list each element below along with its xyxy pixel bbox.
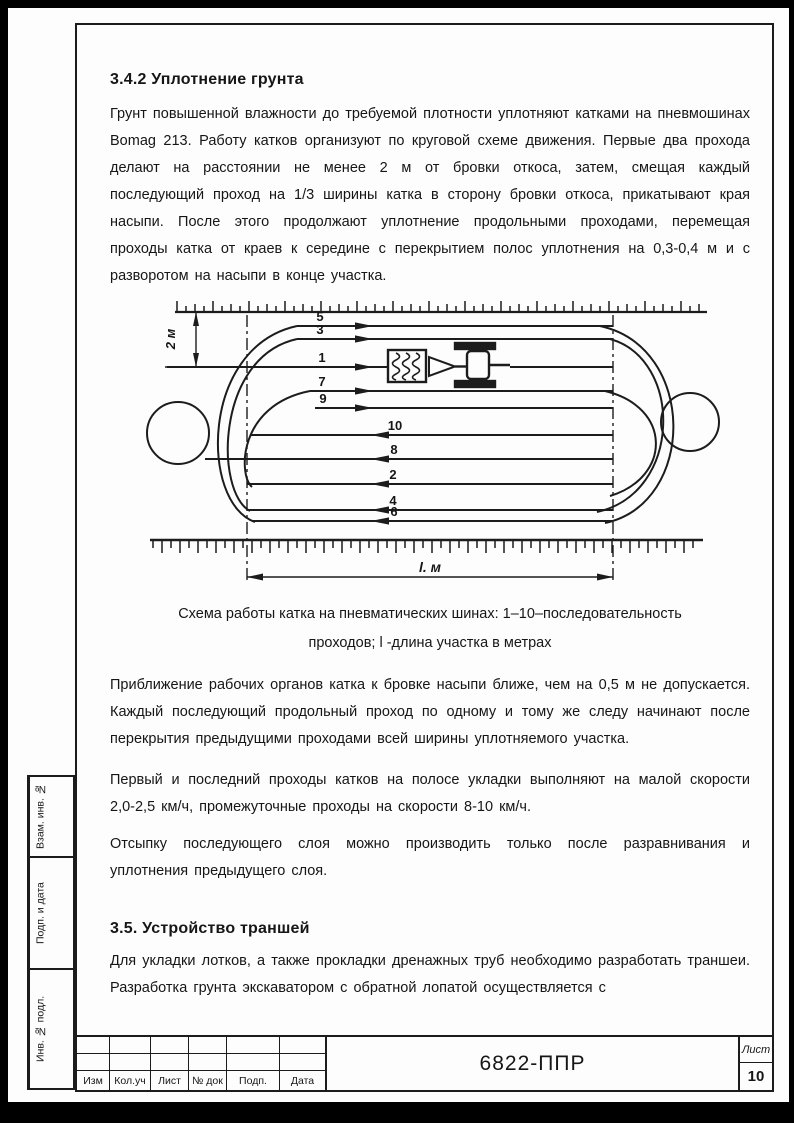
revision-row (77, 1037, 325, 1054)
paragraph-speed: Первый и последний проходы катков на полосе укладки выполняют на малой скорости 2,0-2,5 км/ч, промежуточные проходы на скорости 8-10 км/ч. (110, 772, 750, 815)
stamp-section (29, 777, 73, 858)
sheet-cell (738, 1037, 772, 1090)
paper-background (8, 8, 789, 1102)
stamp-section (29, 970, 73, 1088)
revision-header-cell: Лист (151, 1071, 189, 1090)
sheet-number: 10 (747, 1068, 765, 1085)
section-heading-342: 3.4.2 Уплотнение грунта (110, 71, 304, 88)
stamp-section (29, 858, 73, 970)
pass-line-8 (205, 442, 613, 463)
stamp-empty-cell (51, 777, 73, 856)
document-number: 6822-ППР (479, 1051, 586, 1075)
pass-number: 8 (390, 442, 398, 457)
revision-empty-cell (110, 1037, 151, 1053)
stamp-label: Взам. инв. № (29, 777, 51, 856)
pass-line-4 (247, 493, 613, 514)
revision-empty-cell (280, 1054, 325, 1070)
pass-line-10 (250, 418, 613, 439)
pass-line-6 (252, 504, 613, 525)
stamp-sidebar (27, 775, 75, 1090)
revision-row (77, 1071, 325, 1090)
revision-empty-cell (151, 1054, 189, 1070)
left-turn-arc-inner (228, 339, 297, 511)
left-loop (147, 402, 209, 464)
pass-number: 3 (316, 322, 324, 337)
stamp-label: Инв. № подл. (29, 970, 51, 1088)
revision-row (77, 1054, 325, 1071)
paragraph-compaction: Грунт повышенной влажности до требуемой плотности уплотняют катками на пневмошинах Bomag 213. Работу катков организуют по круговой схеме движения. Первые два прохода делают на расстоянии не менее 2 м от бровки откоса, затем, смещая каждый последующий проход на 1/3 ширины катка в сторону бровки откоса, прикатывают края насыпи. После этого продолжают уплотнение продольными проходами, перемещая проходы катка от краев к середине с перекрытием полос уплотнения на 0,3-0,4 м и с разворотом на насыпи в конце участка. (110, 106, 750, 284)
revision-header-cell: Кол.уч (110, 1071, 151, 1090)
dimension-length-label: l. м (418, 559, 442, 575)
figure-caption-line1: Схема работы катка на пневматических шинах: 1–10–последовательность (178, 606, 682, 622)
revision-empty-cell (151, 1037, 189, 1053)
pass-line-2 (247, 467, 613, 488)
revision-empty-cell (77, 1037, 110, 1053)
stamp-empty-cell (51, 970, 73, 1088)
tractor-icon (455, 343, 510, 387)
revision-header-cell: № док (189, 1071, 227, 1090)
stamp-label: Подп. и дата (29, 858, 51, 968)
section-heading-35: 3.5. Устройство траншей (110, 920, 310, 937)
pass-number: 6 (390, 504, 398, 519)
pass-number: 5 (316, 309, 324, 324)
pass-number: 7 (318, 374, 326, 389)
stamp-empty-cell (51, 858, 73, 968)
title-block (75, 1035, 774, 1092)
right-loop (661, 393, 719, 451)
figure-caption-line2: проходов; l -длина участка в метрах (308, 635, 552, 651)
figure-caption (110, 600, 750, 658)
roller-scheme-diagram (105, 295, 745, 595)
left-turn-arc-mid (245, 391, 310, 487)
revision-empty-cell (280, 1037, 325, 1053)
revision-empty-cell (189, 1037, 227, 1053)
sheet-label: Лист (740, 1037, 772, 1063)
paragraph-trenches: Для укладки лотков, а также прокладки дренажных труб необходимо разработать траншеи. Разработка грунта экскаватором с обратной лопатой осуществляется с (110, 953, 750, 996)
revision-empty-cell (227, 1054, 280, 1070)
pass-line-9 (315, 391, 613, 412)
paragraph-next-layer: Отсыпку последующего слоя можно производить только после разравнивания и уплотнения предыдущего слоя. (110, 836, 750, 879)
pass-number: 1 (318, 350, 326, 365)
revision-empty-cell (77, 1054, 110, 1070)
pneumatic-roller-icon (388, 350, 468, 382)
pass-number: 9 (319, 391, 327, 406)
paragraph-approach: Приближение рабочих органов катка к бровке насыпи ближе, чем на 0,5 м не допускается. Каждый последующий продольный проход по одному и тому же следу начинают после перекрытия предыдущими проходами всей ширины уплотняемого участка. (110, 677, 750, 747)
pass-number: 2 (389, 467, 397, 482)
pass-number: 4 (389, 493, 397, 508)
revision-empty-cell (227, 1037, 280, 1053)
dimension-2m-label: 2 м (162, 328, 178, 350)
revision-header-cell: Дата (290, 1074, 315, 1087)
revision-header-cell: Подп. (227, 1071, 280, 1090)
pass-number: 10 (387, 418, 403, 433)
revision-empty-cell (110, 1054, 151, 1070)
revision-empty-cell (189, 1054, 227, 1070)
revision-header-cell: Изм (77, 1071, 110, 1090)
revision-table (77, 1037, 327, 1090)
